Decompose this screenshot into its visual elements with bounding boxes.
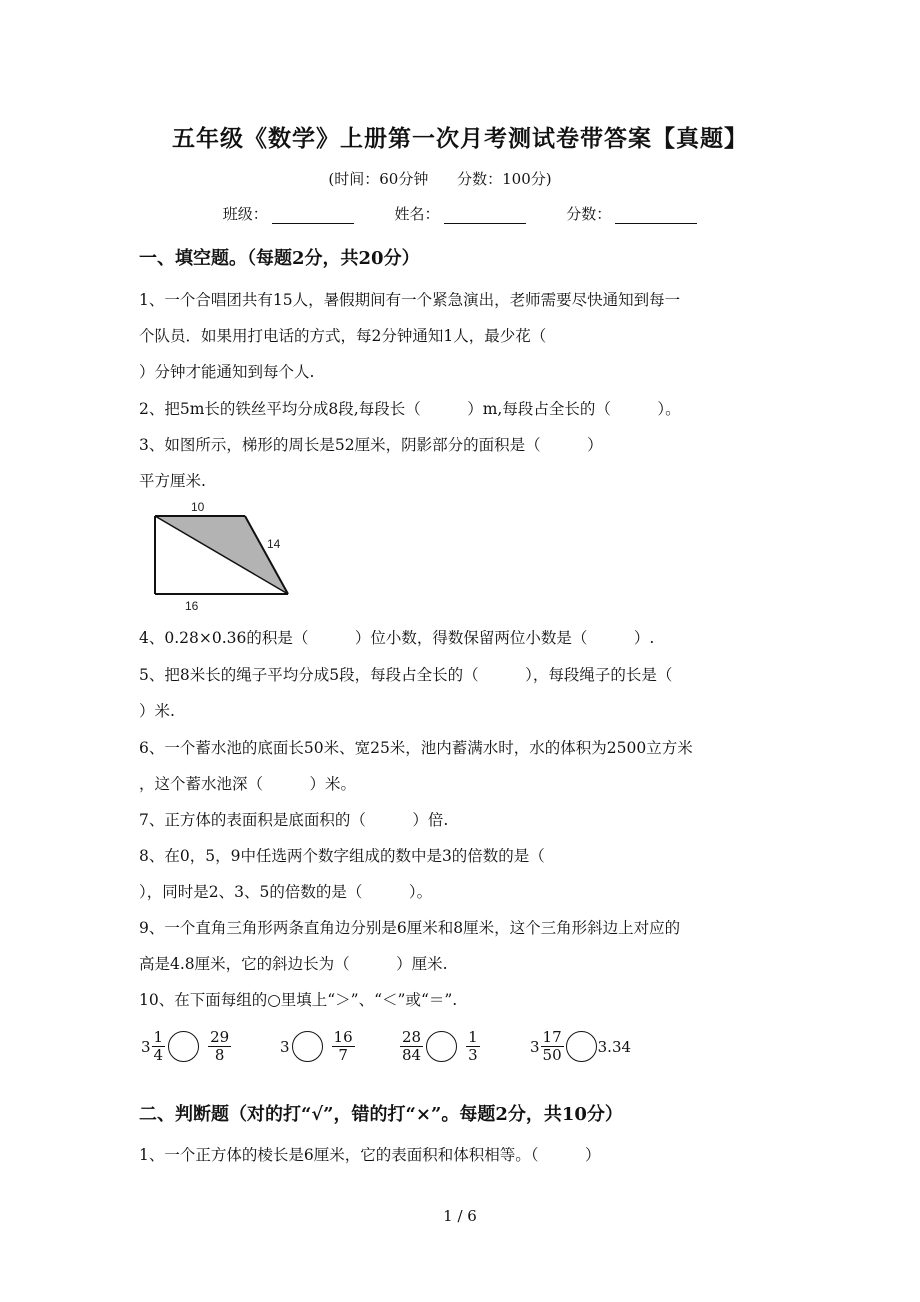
question-3-line-2: 平方厘米. [139,472,206,490]
label-bottom: 16 [185,599,199,613]
question-10: 10、在下面每组的○里填上“＞”、“＜”或“＝”. [139,991,458,1009]
name-blank[interactable] [444,207,526,224]
mixed-whole: 3 [141,1037,151,1056]
question-1-line-2: 个队员．如果用打电话的方式，每2分钟通知1人，最少花（ [139,327,547,345]
question-7: 7、正方体的表面积是底面积的（ ）倍. [139,811,449,829]
question-9-line-1: 9、一个直角三角形两条直角边分别是6厘米和8厘米，这个三角形斜边上对应的 [139,919,681,937]
question-8-line-1: 8、在0，5，9中任选两个数字组成的数中是3的倍数的是（ [139,847,545,865]
question-3-line-1: 3、如图所示，梯形的周长是52厘米，阴影部分的面积是（ ） [139,436,603,454]
page-title: 五年级《数学》上册第一次月考测试卷带答案【真题】 [172,125,748,152]
label-side: 14 [267,537,281,551]
question-5-line-1: 5、把8米长的绳子平均分成5段，每段占全长的（ ），每段绳子的长是（ [139,666,673,684]
score-blank[interactable] [615,207,697,224]
mixed-whole: 3 [530,1037,540,1056]
label-top: 10 [191,500,205,514]
compare-group-4 [530,1029,632,1064]
question-6-line-2: ，这个蓄水池深（ ）米。 [139,775,357,793]
fraction: $\frac{29}{8}$ [210,1028,230,1064]
question-6-line-1: 6、一个蓄水池的底面长50米、宽25米，池内蓄满水时，水的体积为2500立方米 [139,739,693,757]
whole-number: 3 [280,1037,290,1056]
compare-group-2 [280,1029,355,1064]
question-9-line-2: 高是4.8厘米，它的斜边长为（ ）厘米. [139,955,448,973]
trapezoid-figure [145,500,305,615]
compare-circle-3[interactable] [426,1031,457,1062]
class-field[interactable]: 班级： [223,203,354,224]
fraction: $\frac{16}{7}$ [333,1028,353,1064]
student-info-row [0,203,920,224]
compare-group-3 [400,1029,480,1064]
question-8-line-2: ），同时是2、3、5的倍数的是（ ）。 [139,883,433,901]
section-heading-true-false: 二、判断题（对的打“√”，错的打“×”。每题2分，共10分） [139,1104,623,1125]
question-5-line-2: ）米. [139,702,175,720]
class-blank[interactable] [272,207,354,224]
question-1-line-3: ）分钟才能通知到每个人. [139,363,315,381]
decimal-number: 3.34 [597,1037,632,1056]
compare-circle-1[interactable] [168,1031,199,1062]
compare-circle-2[interactable] [292,1031,323,1062]
exam-time: (时间：60分钟 [328,170,429,188]
question-1-line-1: 1、一个合唱团共有15人，暑假期间有一个紧急演出，老师需要尽快通知到每一 [139,291,681,309]
compare-circle-4[interactable] [566,1031,597,1062]
name-field[interactable]: 姓名： [394,203,525,224]
page-number: 1 / 6 [443,1207,477,1225]
fraction: $\frac{1}{3}$ [468,1028,478,1064]
judge-question-1: 1、一个正方体的棱长是6厘米，它的表面积和体积相等。（ ） [139,1146,601,1164]
score-field[interactable]: 分数： [566,203,697,224]
fraction: $\frac{17}{50}$ [542,1028,562,1064]
exam-info [0,168,880,189]
fraction: $\frac{28}{84}$ [402,1028,422,1064]
section-heading-fill-in: 一、填空题。（每题2分，共20分） [139,248,420,269]
question-4: 4、0.28×0.36的积是（ ）位小数，得数保留两位小数是（ ）. [139,629,655,647]
exam-total-score: 分数：100分) [457,170,552,188]
fraction: $\frac{1}{4}$ [153,1028,164,1064]
compare-group-1 [141,1029,231,1064]
question-2: 2、把5m长的铁丝平均分成8段,每段长（ ）m,每段占全长的（ ）。 [139,400,681,418]
